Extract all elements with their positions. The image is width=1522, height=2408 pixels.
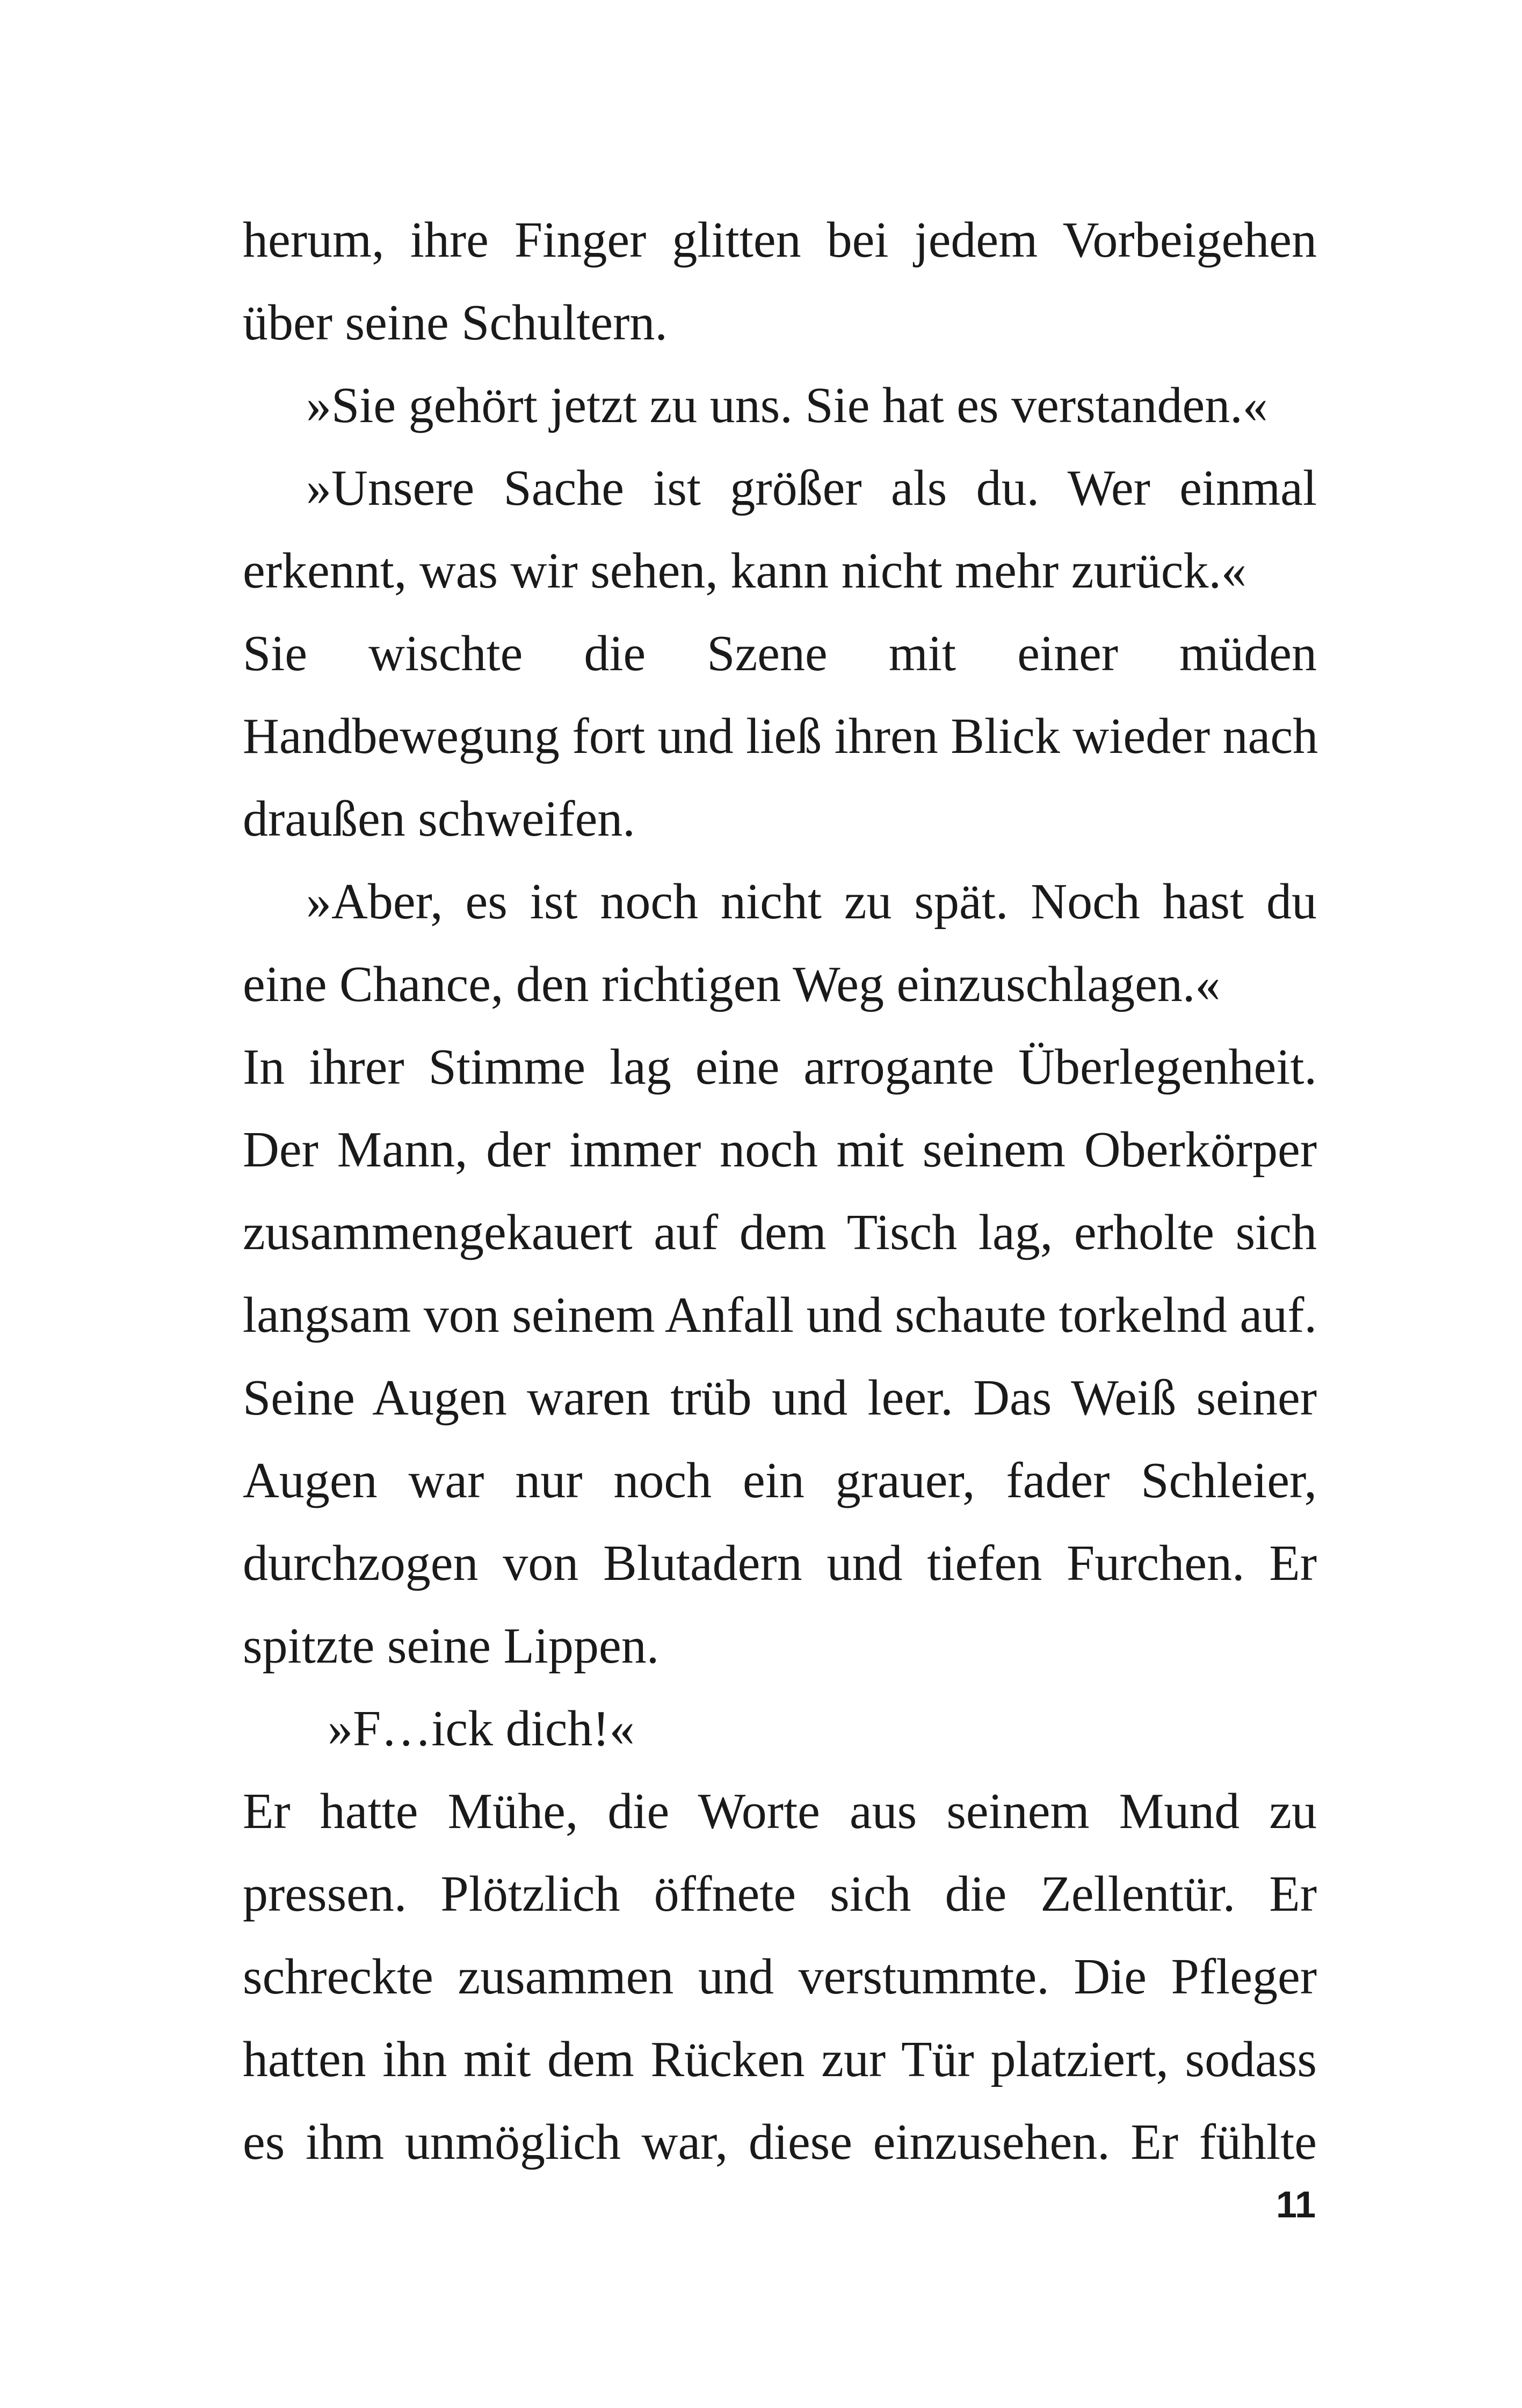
text-line: langsam von seinem Anfall und schaute torkelnd auf.	[243, 1287, 1317, 1343]
text-line: herum, ihre Finger glitten bei jedem Vorbeigehen	[243, 212, 1317, 268]
text-line: es ihm unmöglich war, diese einzusehen. Er fühlte	[243, 2114, 1317, 2170]
text-line: erkennt, was wir sehen, kann nicht mehr zurück.«	[243, 543, 1246, 599]
text-line: hatten ihn mit dem Rücken zur Tür platziert, sodass	[243, 2032, 1317, 2087]
text-line: spitzte seine Lippen.	[243, 1618, 659, 1674]
text-line: »Sie gehört jetzt zu uns. Sie hat es verstanden.«	[306, 378, 1268, 433]
text-line: Augen war nur noch ein grauer, fader Schleier,	[243, 1453, 1317, 1508]
text-line: Der Mann, der immer noch mit seinem Oberkörper	[243, 1122, 1317, 1178]
text-line: Seine Augen waren trüb und leer. Das Weiß seiner	[243, 1370, 1317, 1426]
text-line: über seine Schultern.	[243, 295, 668, 351]
text-line: »Unsere Sache ist größer als du. Wer einmal	[306, 460, 1317, 516]
text-line: schreckte zusammen und verstummte. Die Pfleger	[243, 1949, 1317, 2005]
body-text	[243, 199, 1317, 2184]
text-line: »F…ick dich!«	[328, 1701, 635, 1757]
text-line: eine Chance, den richtigen Weg einzuschlagen.«	[243, 956, 1221, 1012]
text-line: Handbewegung fort und ließ ihren Blick wieder nach	[243, 708, 1318, 764]
page-number: 11	[1276, 2184, 1316, 2225]
text-line: Sie wischte die Szene mit einer müden	[243, 626, 1317, 681]
text-line: zusammengekauert auf dem Tisch lag, erholte sich	[243, 1205, 1317, 1260]
text-line: Er hatte Mühe, die Worte aus seinem Mund zu	[243, 1783, 1317, 1839]
text-line: pressen. Plötzlich öffnete sich die Zellentür. Er	[243, 1866, 1317, 1922]
text-line: durchzogen von Blutadern und tiefen Furchen. Er	[243, 1535, 1317, 1591]
text-line: draußen schweifen.	[243, 791, 635, 847]
text-line: In ihrer Stimme lag eine arrogante Überlegenheit.	[243, 1039, 1317, 1095]
text-line: »Aber, es ist noch nicht zu spät. Noch hast du	[306, 874, 1317, 930]
